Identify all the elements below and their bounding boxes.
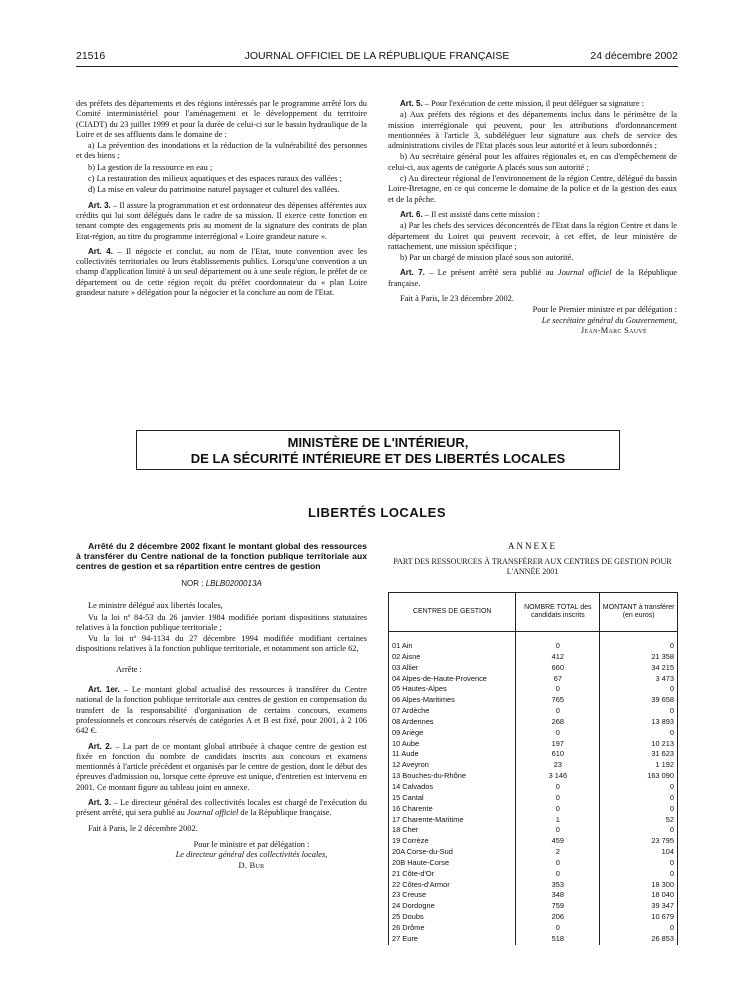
montant-cell: 1 192 <box>600 760 678 771</box>
table-row <box>389 912 678 923</box>
montant-cell: 0 <box>600 782 678 793</box>
nombre-cell: 206 <box>516 912 600 923</box>
article-2 <box>76 742 367 793</box>
centre-name-cell: 05 Hautes-Alpes <box>389 684 516 695</box>
table-row <box>389 641 678 652</box>
nombre-cell: 0 <box>516 869 600 880</box>
article-3-arrete-label: Art. 3. <box>88 798 112 808</box>
nombre-cell: 268 <box>516 717 600 728</box>
annexe-table <box>388 592 678 945</box>
montant-cell: 0 <box>600 706 678 717</box>
montant-cell: 13 893 <box>600 717 678 728</box>
article-6-item-b: b) Par un chargé de mission placé sous son autorité. <box>400 253 574 263</box>
nombre-cell: 0 <box>516 728 600 739</box>
table-row <box>389 869 678 880</box>
montant-cell: 0 <box>600 684 678 695</box>
table-row <box>389 934 678 945</box>
montant-cell: 23 795 <box>600 836 678 847</box>
centre-name-cell: 03 Allier <box>389 663 516 674</box>
arrete-column <box>76 541 367 871</box>
article-1 <box>76 685 367 736</box>
centre-name-cell: 26 Drôme <box>389 923 516 934</box>
nombre-cell: 660 <box>516 663 600 674</box>
centre-name-cell: 09 Ariège <box>389 728 516 739</box>
table-row <box>389 901 678 912</box>
page-header <box>76 50 678 66</box>
article-6-text: – Il est assisté dans cette mission : <box>422 209 540 219</box>
centre-name-cell: 08 Ardennes <box>389 717 516 728</box>
nombre-cell: 0 <box>516 684 600 695</box>
article-2-text: – La part de ce montant global attribuée à chaque centre de gestion est fixée en fonction du nombre de candidats inscrits aux concours et examens mentionnés à l'article précédent et organisés par le centre de gestion, dont le début des épreuves d'admission ou, lorsque cette épreuve est unique, d'entretien est intervenu en 2001. Ce montant figure au tableau joint en annexe. <box>76 741 367 792</box>
article-1-label: Art. 1er. <box>88 685 120 695</box>
montant-cell: 0 <box>600 728 678 739</box>
nombre-cell: 0 <box>516 706 600 717</box>
centre-name-cell: 12 Aveyron <box>389 760 516 771</box>
centre-name-cell: 13 Bouches-du-Rhône <box>389 771 516 782</box>
centre-name-cell: 02 Aisne <box>389 652 516 663</box>
item-c: c) La restauration des milieux aquatiques et des espaces ruraux des vallées ; <box>88 174 342 184</box>
article-6 <box>388 210 677 220</box>
table-row <box>389 880 678 891</box>
montant-cell: 26 853 <box>600 934 678 945</box>
arrete-signature-line-2: Le directeur général des collectivités locales, <box>175 850 328 860</box>
nombre-cell: 610 <box>516 749 600 760</box>
table-row <box>389 847 678 858</box>
nombre-cell: 348 <box>516 890 600 901</box>
nor-code: LBLB0200013A <box>205 579 262 588</box>
nombre-cell: 23 <box>516 760 600 771</box>
section-title: LIBERTÉS LOCALES <box>307 505 446 520</box>
intro-paragraph: des préfets des départements et des régions intéressés par le programme arrêté lors du Comité interministériel pour l'aménagement et le développement du territoire (CIADT) du 23 juillet 1999 et pour la durée de celui-ci sur le bassin hydraulique de la Loire et de ses affluents dans le domaine de : <box>76 99 367 139</box>
article-5-item-b: b) Au secrétaire général pour les affaires régionales et, en cas d'empêchement de celui-ci, aux agents de catégorie A placés sous son autorité ; <box>388 152 677 172</box>
signature-line-1: Pour le Premier ministre et par délégation : <box>532 305 677 315</box>
nombre-cell: 518 <box>516 934 600 945</box>
montant-cell: 10 213 <box>600 739 678 750</box>
nombre-cell: 1 <box>516 815 600 826</box>
arrete-signature-name: D. Bur <box>238 860 265 870</box>
centre-name-cell: 18 Cher <box>389 825 516 836</box>
table-body <box>389 632 678 945</box>
nombre-cell: 0 <box>516 825 600 836</box>
table-row <box>389 728 678 739</box>
col-header-centre: CENTRES DE GESTION <box>389 593 516 632</box>
montant-cell: 163 090 <box>600 771 678 782</box>
centre-name-cell: 10 Aube <box>389 739 516 750</box>
ministry-heading <box>136 430 620 470</box>
nombre-cell: 197 <box>516 739 600 750</box>
signature-block <box>388 305 677 336</box>
centre-name-cell: 21 Côte-d'Or <box>389 869 516 880</box>
table-row <box>389 717 678 728</box>
centre-name-cell: 06 Alpes-Maritimes <box>389 695 516 706</box>
article-5-text: – Pour l'exécution de cette mission, il peut déléguer sa signature : <box>422 99 644 108</box>
table-row <box>389 749 678 760</box>
nombre-cell: 3 146 <box>516 771 600 782</box>
montant-cell: 0 <box>600 793 678 804</box>
arrete-signature-line-1: Pour le ministre et par délégation : <box>193 839 310 849</box>
montant-cell: 52 <box>600 815 678 826</box>
table-row <box>389 663 678 674</box>
montant-cell: 10 679 <box>600 912 678 923</box>
montant-cell: 0 <box>600 923 678 934</box>
montant-cell: 39 658 <box>600 695 678 706</box>
item-a: a) La prévention des inondations et la réduction de la vulnérabilité des personnes et des biens ; <box>76 141 367 161</box>
centre-name-cell: 11 Aude <box>389 749 516 760</box>
montant-cell: 0 <box>600 641 678 652</box>
table-row <box>389 739 678 750</box>
ministry-line-1: MINISTÈRE DE L'INTÉRIEUR, <box>287 435 469 450</box>
article-6-label: Art. 6. <box>400 209 423 219</box>
article-7-text-b: de la République française. <box>388 268 678 288</box>
centre-name-cell: 07 Ardèche <box>389 706 516 717</box>
centre-name-cell: 04 Alpes-de-Haute-Provence <box>389 674 516 685</box>
montant-cell: 0 <box>600 858 678 869</box>
article-5 <box>388 99 677 109</box>
top-left-column <box>76 99 367 299</box>
item-d: d) La mise en valeur du patrimoine naturel paysager et culturel des vallées. <box>88 185 340 195</box>
montant-cell: 21 358 <box>600 652 678 663</box>
article-3 <box>76 201 367 242</box>
article-3-arrete <box>76 798 367 819</box>
nombre-cell: 0 <box>516 793 600 804</box>
article-6-item-a: a) Par les chefs des services déconcentrés de l'Etat dans la région Centre et dans le département du Loiret qui peuvent recevoir, à cet effet, de leur ministère de rattachement, une mission spécifique ; <box>388 221 677 251</box>
table-row <box>389 760 678 771</box>
centre-name-cell: 20B Haute-Corse <box>389 858 516 869</box>
montant-cell: 18 040 <box>600 890 678 901</box>
annexe-heading <box>388 541 677 576</box>
article-1-text: – Le montant global actualisé des ressources à transférer du Centre national de la fonction publique territoriale aux centres de gestion en compensation du transfert de la responsabilité d'organisation de certains concours, examens professionnels et concours réservés de catégories A et B est fixé, pour 2001, à 2 106 642 €. <box>76 685 367 736</box>
montant-cell: 0 <box>600 869 678 880</box>
table-header-row <box>389 593 678 632</box>
centre-name-cell: 17 Charente-Maritime <box>389 815 516 826</box>
centre-name-cell: 14 Calvados <box>389 782 516 793</box>
article-4 <box>76 247 367 298</box>
article-7-label: Art. 7. <box>400 268 425 278</box>
article-3-text: – Il assure la programmation et est ordonnateur des dépenses afférentes aux crédits qui lui sont délégués dans le cadre de sa mission. Il exerce cette fonction en tenant compte des engagements pris au moment de la signature des contrats de plan Etat-région, au titre du programme interrégional « Loire grandeur nature ». <box>76 200 367 241</box>
nombre-cell: 0 <box>516 782 600 793</box>
header-rule <box>76 66 678 67</box>
table-row <box>389 771 678 782</box>
page-number: 21516 <box>76 50 106 62</box>
article-2-label: Art. 2. <box>88 741 112 751</box>
article-3-arrete-text-a: – Le directeur général des collectivités locales est chargé de l'exécution du présent arrêté, qui sera publié au <box>76 798 367 818</box>
arrete-title: Arrêté du 2 décembre 2002 fixant le montant global des ressources à transférer du Centre national de la fonction publique territoriale aux centres de gestion et sa répartition entre centres de gestion <box>76 541 367 571</box>
article-7-text-a: – Le présent arrêté sera publié au <box>424 268 558 278</box>
nor-label: NOR : <box>181 579 206 588</box>
centre-name-cell: 27 Eure <box>389 934 516 945</box>
nombre-cell: 0 <box>516 641 600 652</box>
centre-name-cell: 23 Creuse <box>389 890 516 901</box>
table-row <box>389 825 678 836</box>
arrete-signature-block <box>76 840 367 871</box>
article-7-journal: Journal officiel <box>557 268 612 278</box>
nombre-cell: 0 <box>516 858 600 869</box>
montant-cell: 31 623 <box>600 749 678 760</box>
table-spacer-row <box>389 632 678 642</box>
table-row <box>389 674 678 685</box>
vu-loi-1984: Vu la loi nº 84-53 du 26 janvier 1984 modifiée portant dispositions statutaires relatives à la fonction publique territoriale ; <box>76 612 367 632</box>
centre-name-cell: 22 Côtes-d'Armor <box>389 880 516 891</box>
signature-line-2: Le secrétaire général du Gouvernement, <box>541 315 677 325</box>
nombre-cell: 0 <box>516 923 600 934</box>
minister-line: Le ministre délégué aux libertés locales, <box>88 601 223 611</box>
table-row <box>389 706 678 717</box>
article-3-label: Art. 3. <box>88 200 111 210</box>
vu-loi-1994: Vu la loi nº 94-1134 du 27 décembre 1994 modifiée modifiant certaines dispositions relatives à la fonction publique territoriale, et notamment son article 62, <box>76 634 367 654</box>
table-row <box>389 890 678 901</box>
centre-name-cell: 16 Charente <box>389 804 516 815</box>
centre-name-cell: 19 Corrèze <box>389 836 516 847</box>
signature-name: Jean-Marc Sauvé <box>580 325 647 335</box>
montant-cell: 104 <box>600 847 678 858</box>
nombre-cell: 765 <box>516 695 600 706</box>
centre-name-cell: 01 Ain <box>389 641 516 652</box>
table-row <box>389 684 678 695</box>
nombre-cell: 67 <box>516 674 600 685</box>
nor-reference <box>76 579 367 589</box>
done-at-paris-2: Fait à Paris, le 2 décembre 2002. <box>88 823 198 833</box>
centre-name-cell: 15 Cantal <box>389 793 516 804</box>
article-5-label: Art. 5. <box>400 99 423 108</box>
arrete-heading: Arrête : <box>116 664 142 674</box>
montant-cell: 3 473 <box>600 674 678 685</box>
table-row <box>389 695 678 706</box>
nombre-cell: 0 <box>516 804 600 815</box>
centre-name-cell: 25 Doubs <box>389 912 516 923</box>
table-row <box>389 836 678 847</box>
table-row <box>389 804 678 815</box>
annexe-title: ANNEXE <box>508 541 557 551</box>
nombre-cell: 412 <box>516 652 600 663</box>
top-right-column <box>388 99 677 336</box>
table-row <box>389 782 678 793</box>
article-3-arrete-text-b: de la République française. <box>238 808 332 818</box>
montant-cell: 0 <box>600 825 678 836</box>
nombre-cell: 353 <box>516 880 600 891</box>
article-7 <box>388 268 677 289</box>
centre-name-cell: 24 Dordogne <box>389 901 516 912</box>
done-at-paris: Fait à Paris, le 23 décembre 2002. <box>400 294 514 304</box>
montant-cell: 39 347 <box>600 901 678 912</box>
table-row <box>389 793 678 804</box>
article-4-label: Art. 4. <box>88 246 113 256</box>
article-5-item-c: c) Au directeur régional de l'environnement de la région Centre, délégué du bassin Loire-Bretagne, en ce qui concerne le domaine de la police et de la gestion des eaux et de la pêche. <box>388 174 677 204</box>
article-4-text: – Il négocie et conclut, au nom de l'Etat, toute convention avec les collectivités territoriales ou leurs établissements publics. Lorsqu'une convention a un champ d'application limité à un seul département ou à une seule région, le préfet de ce département ou de cette région reçoit du préfet coordonnateur du « plan Loire grandeur nature » délégation pour la négocier et la conclure au nom de l'Etat. <box>76 246 367 298</box>
table-row <box>389 858 678 869</box>
montant-cell: 34 215 <box>600 663 678 674</box>
annexe-subtitle: PART DES RESSOURCES À TRANSFÉRER AUX CENTRES DE GESTION POUR L'ANNÉE 2001 <box>393 557 672 576</box>
col-header-nombre: NOMBRE TOTAL des candidats inscrits <box>516 593 600 632</box>
centre-name-cell: 20A Corse-du-Sud <box>389 847 516 858</box>
journal-title: JOURNAL OFFICIEL DE LA RÉPUBLIQUE FRANÇAISE <box>244 50 510 62</box>
table-row <box>389 923 678 934</box>
nombre-cell: 2 <box>516 847 600 858</box>
montant-cell: 0 <box>600 804 678 815</box>
montant-cell: 18 300 <box>600 880 678 891</box>
table-row <box>389 815 678 826</box>
article-5-item-a: a) Aux préfets des régions et des départements inclus dans le périmètre de la mission interrégionale qui peuvent, pour les attributions d'ordonnancement mentionnées à l'article 3, subdéléguer leur signature aux chefs de service des administrations civiles de l'Etat placés sous leur autorité et à leurs subordonnés ; <box>388 110 677 151</box>
issue-date: 24 décembre 2002 <box>590 50 678 62</box>
col-header-montant: MONTANT à transférer (en euros) <box>600 593 678 632</box>
item-b: b) La gestion de la ressource en eau ; <box>88 162 213 172</box>
nombre-cell: 459 <box>516 836 600 847</box>
article-3-arrete-journal: Journal officiel <box>186 808 239 818</box>
ministry-line-2: DE LA SÉCURITÉ INTÉRIEURE ET DES LIBERTÉS LOCALES <box>190 450 566 466</box>
table-row <box>389 652 678 663</box>
nombre-cell: 759 <box>516 901 600 912</box>
